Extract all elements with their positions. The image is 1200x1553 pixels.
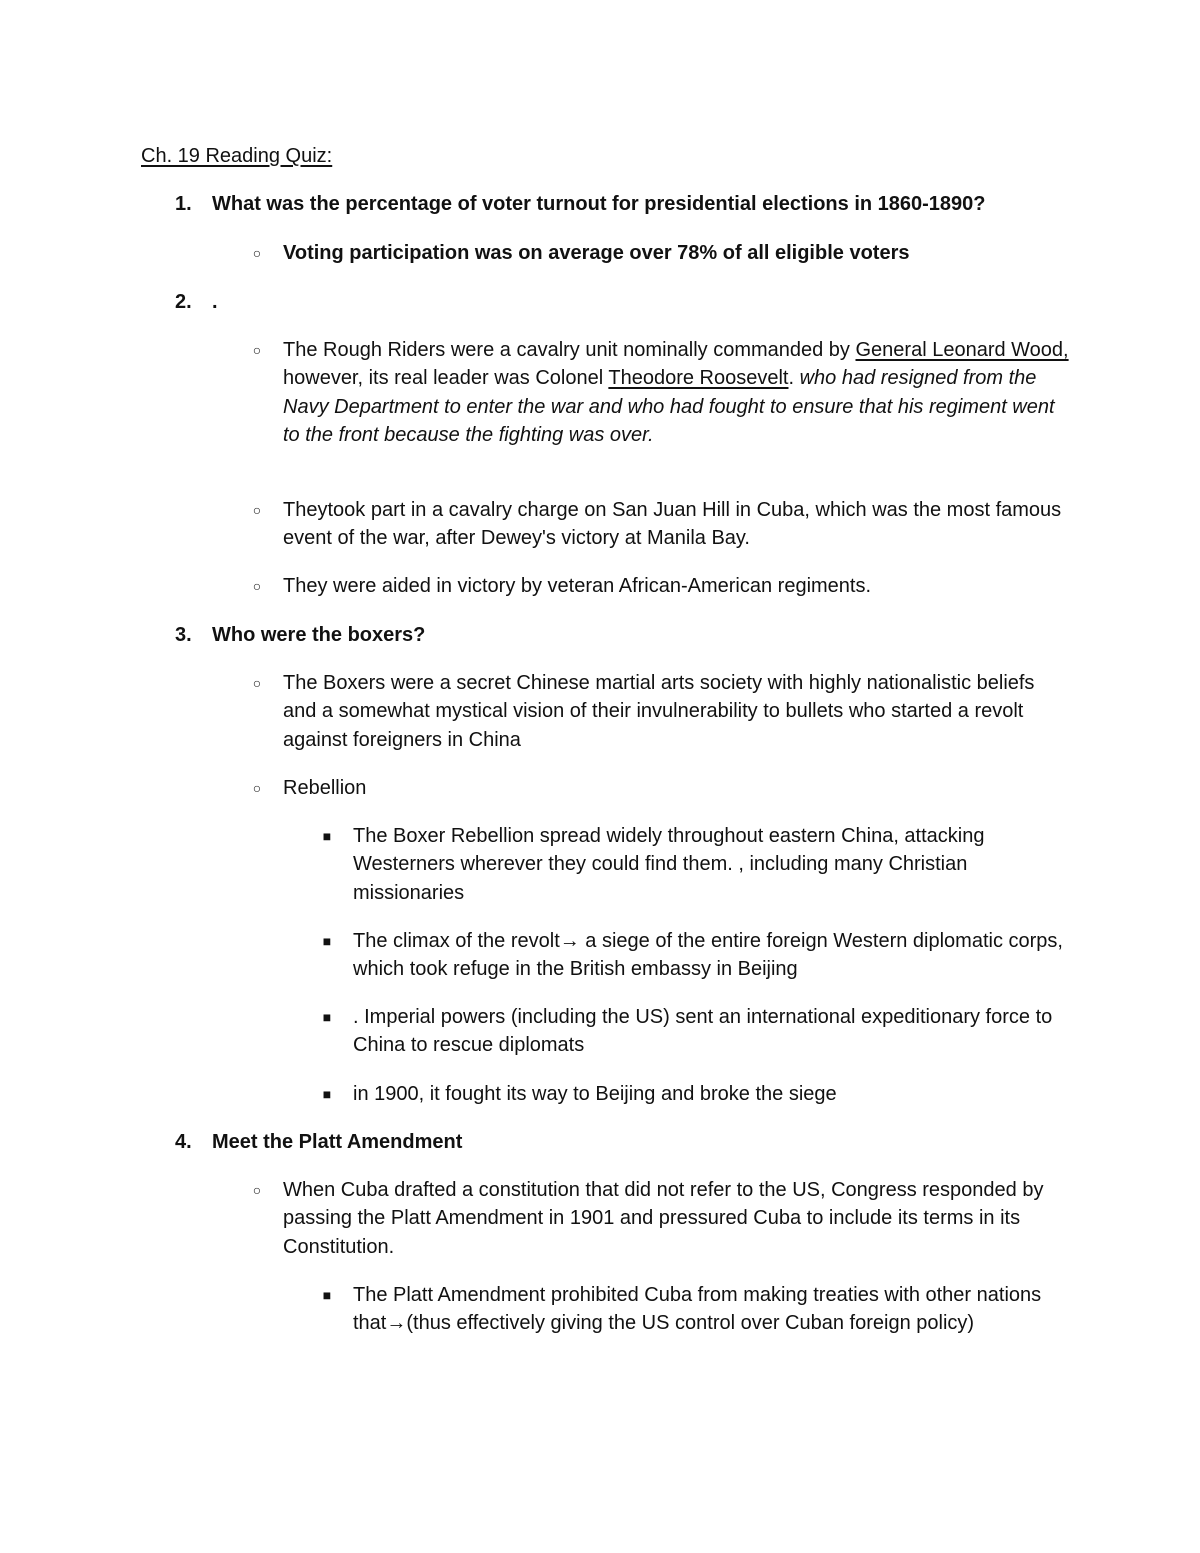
answer-text: however, its real leader was Colonel: [283, 367, 609, 390]
sub-item-text: The climax of the revolt→ a siege of the entire foreign Western diplomatic corps, which took refuge in the British embassy in Beijing: [353, 930, 1063, 981]
circle-bullet-icon: ○: [252, 1182, 262, 1198]
answer-text: When Cuba drafted a constitution that did not refer to the US, Congress responded by passing the Platt Amendment in 1901 and pressured Cuba to include its terms in its Constitution.: [283, 1179, 1044, 1258]
circle-bullet-icon: ○: [252, 780, 262, 796]
sub-item-text: in 1900, it fought its way to Beijing and broke the siege: [353, 1083, 837, 1105]
page-title: Ch. 19 Reading Quiz:: [141, 145, 333, 167]
sub-item: [322, 1281, 1073, 1338]
answer-item: [252, 669, 1073, 754]
answer-item: [252, 239, 1073, 267]
square-bullet-icon: ■: [322, 1287, 332, 1303]
question-text: .: [212, 291, 218, 313]
square-bullet-icon: ■: [322, 1086, 332, 1102]
question-number: 4.: [175, 1131, 192, 1153]
sub-item-text: The Platt Amendment prohibited Cuba from making treaties with other nations that→(thus effectively giving the US control over Cuban foreign policy): [353, 1284, 1042, 1335]
circle-bullet-icon: ○: [252, 245, 262, 261]
circle-bullet-icon: ○: [252, 578, 262, 594]
circle-bullet-icon: ○: [252, 342, 262, 358]
question-number: 2.: [175, 291, 192, 313]
sub-item: [322, 1003, 1073, 1060]
answer-item: [252, 774, 1073, 802]
question-number: 1.: [175, 193, 192, 215]
square-bullet-icon: ■: [322, 933, 332, 949]
answer-item: [252, 496, 1073, 553]
sub-item-text: . Imperial powers (including the US) sent an international expeditionary force to China to rescue diplomats: [353, 1006, 1053, 1057]
question-4: [175, 1128, 1075, 1156]
question-text: Meet the Platt Amendment: [212, 1131, 463, 1153]
square-bullet-icon: ■: [322, 1009, 332, 1025]
answer-text: Theytook part in a cavalry charge on San Juan Hill in Cuba, which was the most famous event of the war, after Dewey's victory at Manila Bay.: [283, 499, 1062, 550]
answer-text: The Boxers were a secret Chinese martial arts society with highly nationalistic beliefs and a somewhat mystical vision of their invulnerability to bullets who started a revolt against foreigners in China: [283, 672, 1035, 751]
question-1: [175, 190, 1075, 218]
circle-bullet-icon: ○: [252, 502, 262, 518]
answer-text: Voting participation was on average over 78% of all eligible voters: [283, 242, 910, 264]
answer-text: .: [788, 367, 795, 390]
answer-item: [252, 1176, 1073, 1261]
link-general-leonard-wood[interactable]: General Leonard Wood,: [855, 339, 1069, 361]
question-text: Who were the boxers?: [212, 624, 426, 646]
sub-item: [322, 822, 1073, 907]
sub-item: [322, 1080, 1073, 1108]
sub-item-text: The Boxer Rebellion spread widely throughout eastern China, attacking Westerners wherever they could find them. , including many Christian missionaries: [353, 825, 985, 904]
question-number: 3.: [175, 624, 192, 646]
question-2: [175, 288, 1075, 316]
answer-item: [252, 336, 1073, 449]
circle-bullet-icon: ○: [252, 675, 262, 691]
link-theodore-roosevelt[interactable]: Theodore Roosevelt: [608, 367, 789, 390]
sub-item: [322, 927, 1073, 984]
square-bullet-icon: ■: [322, 828, 332, 844]
answer-item: [252, 572, 1073, 600]
answer-text: The Rough Riders were a cavalry unit nominally commanded by: [283, 339, 856, 361]
answer-italic-text: who had resigned from the Navy Department to enter the war and who had fought to ensure that his regiment went to the front because the fighting was over.: [283, 367, 1055, 446]
answer-text: They were aided in victory by veteran African-American regiments.: [283, 575, 872, 597]
question-text: What was the percentage of voter turnout for presidential elections in 1860-1890?: [212, 193, 986, 215]
question-3: [175, 621, 1075, 649]
answer-text: Rebellion: [283, 777, 367, 799]
